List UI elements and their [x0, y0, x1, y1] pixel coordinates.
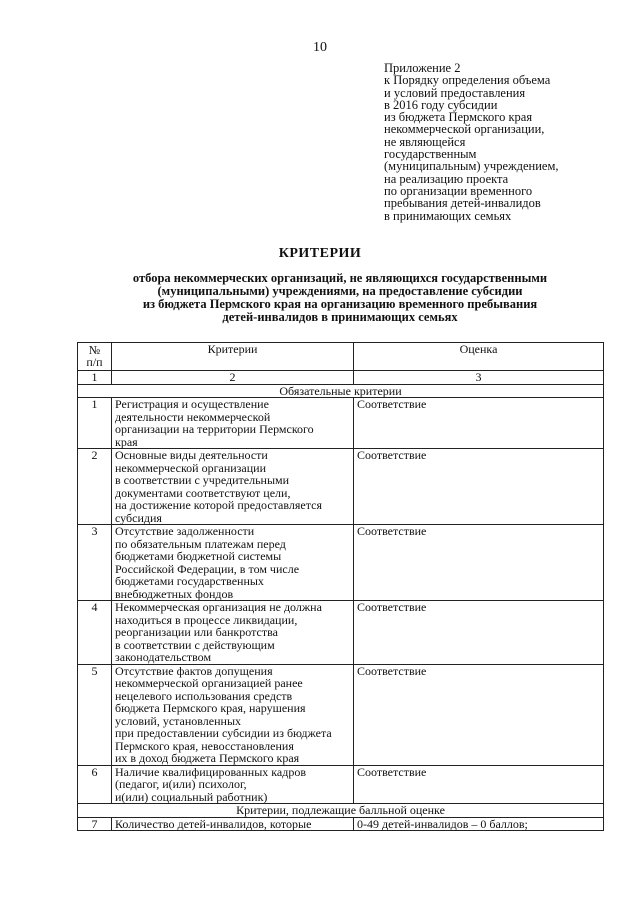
- criteria-line: бюджетами государственных: [115, 574, 264, 588]
- criteria-line: Пермского края, невосстановления: [115, 738, 294, 753]
- criteria-line: Отсутствие задолженности: [115, 524, 255, 538]
- evaluation-line: Соответствие: [357, 524, 427, 538]
- appendix-line: некоммерческой организации,: [384, 122, 545, 137]
- criteria-line: по обязательным платежам перед: [115, 536, 286, 551]
- criteria-line: края: [115, 434, 138, 449]
- criteria-line: Наличие квалифицированных кадров: [115, 764, 306, 779]
- subtitle-line: детей-инвалидов в принимающих семьях: [222, 310, 458, 324]
- criteria-cell: [112, 601, 354, 665]
- section-title: Критерии, подлежащие балльной оценке: [78, 804, 604, 818]
- criteria-table: [77, 342, 604, 831]
- column-index: 2: [112, 371, 354, 385]
- criteria-line: на достижение которой предоставляется: [115, 498, 322, 512]
- document-title: КРИТЕРИИ: [278, 246, 362, 261]
- row-number: 3: [78, 525, 112, 601]
- column-index: 1: [78, 371, 112, 385]
- section-title: Обязательные критерии: [78, 384, 604, 398]
- criteria-cell: [112, 817, 354, 831]
- table-row: [78, 601, 604, 665]
- criteria-line: Отсутствие фактов допущения: [115, 663, 273, 678]
- appendix-line: по организации временного: [384, 183, 533, 198]
- criteria-line: в соответствии с действующим: [115, 637, 275, 652]
- criteria-line: находиться в процессе ликвидации,: [115, 612, 298, 627]
- appendix-line: и условий предоставления: [384, 85, 526, 100]
- criteria-line: условий, установленных: [115, 713, 242, 728]
- row-number: 1: [78, 398, 112, 449]
- appendix-line: в 2016 году субсидии: [384, 97, 498, 112]
- criteria-line: Основные виды деятельности: [115, 448, 268, 462]
- criteria-line: и(или) социальный работник): [115, 789, 268, 804]
- row-number: 7: [78, 817, 112, 831]
- criteria-cell: [112, 664, 354, 765]
- criteria-line: (педагог, и(или) психолог,: [115, 777, 247, 791]
- criteria-cell: [112, 398, 354, 449]
- table-header-row: [78, 343, 604, 371]
- evaluation-cell: [354, 525, 604, 601]
- evaluation-cell: [354, 765, 604, 804]
- criteria-line: деятельности некоммерческой: [115, 409, 271, 424]
- appendix-line: пребывания детей-инвалидов: [384, 196, 541, 211]
- criteria-cell: [112, 449, 354, 525]
- criteria-line: при предоставлении субсидии из бюджета: [115, 726, 332, 740]
- criteria-line: законодательством: [115, 650, 212, 664]
- evaluation-cell: [354, 817, 604, 831]
- row-number: 2: [78, 449, 112, 525]
- evaluation-line: Соответствие: [357, 397, 427, 411]
- subtitle-line: отбора некоммерческих организаций, не являющихся государственными: [132, 271, 548, 285]
- row-number: 5: [78, 664, 112, 765]
- criteria-line: субсидия: [115, 510, 162, 525]
- criteria-line: нецелевого использования средств: [115, 688, 293, 703]
- table-row: [78, 398, 604, 449]
- criteria-line: Количество детей-инвалидов, которые: [115, 816, 312, 831]
- row-number: 4: [78, 601, 112, 665]
- evaluation-line: Соответствие: [357, 448, 427, 462]
- header-criteria: Критерии: [112, 343, 354, 371]
- evaluation-cell: [354, 664, 604, 765]
- header-number: [78, 343, 112, 371]
- criteria-line: некоммерческой организации: [115, 460, 267, 475]
- appendix-line: не являющейся: [384, 134, 466, 149]
- criteria-line: Российской Федерации, в том числе: [115, 561, 300, 576]
- row-number: 6: [78, 765, 112, 804]
- appendix-line: из бюджета Пермского края: [384, 110, 533, 125]
- appendix-line: в принимающих семьях: [384, 208, 512, 223]
- subtitle-line: (муниципальными) учреждениями, на предоставление субсидии: [157, 284, 523, 298]
- criteria-cell: [112, 765, 354, 804]
- section-row-mandatory: [78, 384, 604, 398]
- evaluation-line: Соответствие: [357, 764, 427, 779]
- criteria-line: внебюджетных фондов: [115, 586, 234, 601]
- criteria-cell: [112, 525, 354, 601]
- table-row: [78, 664, 604, 765]
- evaluation-line: Соответствие: [357, 663, 427, 678]
- header-number-line1: №: [88, 343, 101, 357]
- criteria-line: в соответствии с учредительными: [115, 473, 290, 487]
- document-subtitle: [60, 272, 620, 324]
- appendix-line: на реализацию проекта: [384, 171, 509, 186]
- header-evaluation: Оценка: [354, 343, 604, 371]
- criteria-line: реорганизации или банкротства: [115, 625, 278, 639]
- section-row-scored: [78, 804, 604, 818]
- table-row: [78, 525, 604, 601]
- criteria-line: документами соответствуют цели,: [115, 485, 291, 500]
- evaluation-line: Соответствие: [357, 600, 427, 614]
- criteria-line: бюджетами бюджетной системы: [115, 549, 282, 563]
- page-number: 10: [313, 40, 327, 55]
- column-index: 3: [354, 371, 604, 385]
- criteria-line: Регистрация и осуществление: [115, 397, 269, 411]
- appendix-line: (муниципальным) учреждением,: [384, 159, 559, 174]
- column-index-row: [78, 371, 604, 385]
- appendix-line: Приложение 2: [384, 61, 461, 75]
- evaluation-cell: [354, 398, 604, 449]
- table-row: [78, 449, 604, 525]
- appendix-line: к Порядку определения объема: [384, 73, 551, 88]
- appendix-line: государственным: [384, 147, 477, 162]
- criteria-line: организации на территории Пермского: [115, 422, 314, 436]
- criteria-line: бюджета Пермского края, нарушения: [115, 701, 306, 715]
- evaluation-cell: [354, 601, 604, 665]
- evaluation-line: 0-49 детей-инвалидов – 0 баллов;: [357, 816, 528, 831]
- criteria-line: Некоммерческая организация не должна: [115, 600, 322, 614]
- evaluation-cell: [354, 449, 604, 525]
- criteria-line: их в доход бюджета Пермского края: [115, 751, 300, 765]
- table-row: [78, 817, 604, 831]
- criteria-line: некоммерческой организацией ранее: [115, 676, 303, 690]
- subtitle-line: из бюджета Пермского края на организацию временного пребывания: [142, 297, 538, 311]
- appendix-reference: [384, 62, 624, 222]
- header-number-line2: п/п: [86, 355, 103, 369]
- table-row: [78, 765, 604, 804]
